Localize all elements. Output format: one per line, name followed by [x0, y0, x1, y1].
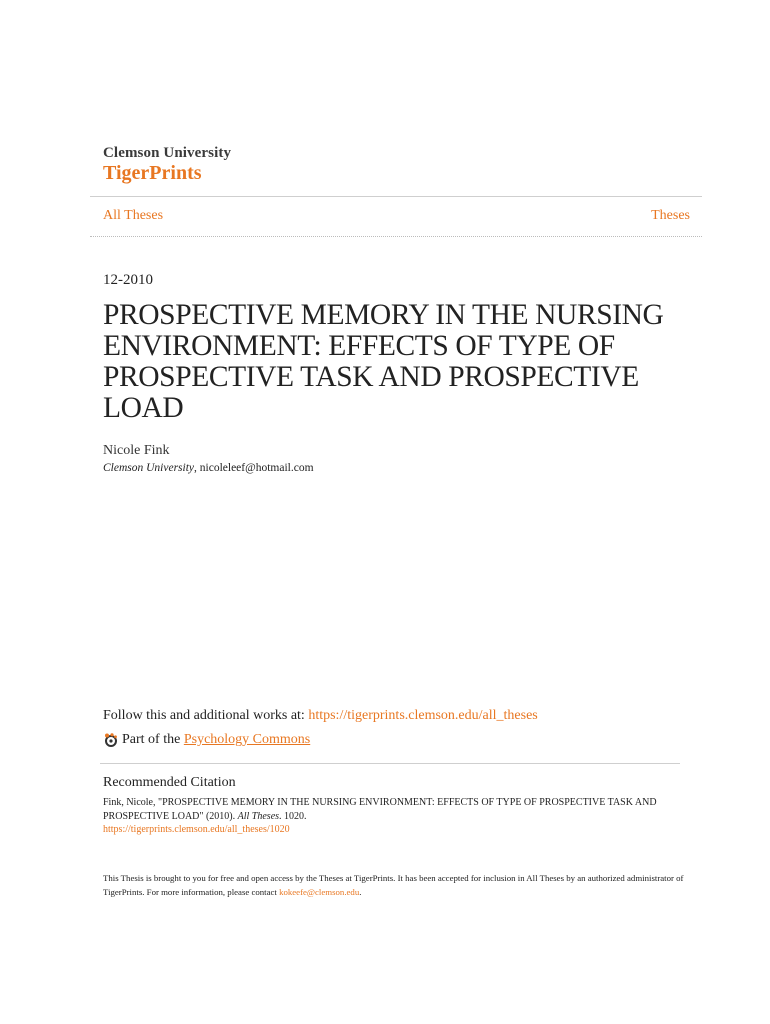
access-notice-text: This Thesis is brought to you for free and open access by the Theses at TigerPrints. It has been accepted for inclusion in All Theses by an authorized administrator of TigerPrints. For more information, please contact: [103, 873, 684, 897]
theses-link[interactable]: Theses: [651, 208, 690, 223]
nav-divider: [90, 236, 702, 237]
author-name: Nicole Fink: [103, 443, 170, 458]
citation-series: All Theses: [237, 810, 280, 822]
psychology-commons-link[interactable]: Psychology Commons: [183, 732, 311, 747]
citation-body: Fink, Nicole, "PROSPECTIVE MEMORY IN THE NURSING ENVIRONMENT: EFFECTS OF TYPE OF PROSPECTIVE TASK AND PROSPECTIVE LOAD" (2010).: [103, 797, 657, 822]
publication-date: 12-2010: [103, 272, 153, 288]
all-theses-link[interactable]: All Theses: [103, 208, 164, 223]
citation-heading: Recommended Citation: [103, 775, 236, 790]
follow-label: Follow this and additional works at:: [103, 708, 309, 723]
part-of-line: [103, 732, 310, 748]
thesis-title: PROSPECTIVE MEMORY IN THE NURSING ENVIRONMENT: EFFECTS OF TYPE OF PROSPECTIVE TASK AND PROSPECTIVE LOAD: [103, 299, 664, 424]
part-of-label: Part of the: [122, 732, 184, 747]
citation-divider: [100, 763, 680, 764]
follow-line: [103, 708, 538, 724]
citation-text: [103, 796, 703, 837]
citation-number: . 1020.: [279, 810, 307, 822]
follow-url-link[interactable]: https://tigerprints.clemson.edu/all_theses: [308, 708, 538, 723]
author-affiliation: [103, 462, 314, 474]
citation-url-link[interactable]: https://tigerprints.clemson.edu/all_theses/1020: [103, 824, 290, 835]
network-icon: [103, 733, 119, 747]
header-divider: [90, 196, 702, 197]
affiliation-institution: Clemson University: [103, 462, 195, 474]
affiliation-email: , nicoleleef@hotmail.com: [194, 462, 314, 474]
contact-email-link[interactable]: kokeefe@clemson.edu: [279, 887, 360, 897]
institution-name: Clemson University: [103, 145, 232, 161]
access-notice-end: .: [359, 887, 362, 897]
access-notice: [103, 871, 703, 899]
repository-logo-text[interactable]: TigerPrints: [103, 162, 202, 184]
